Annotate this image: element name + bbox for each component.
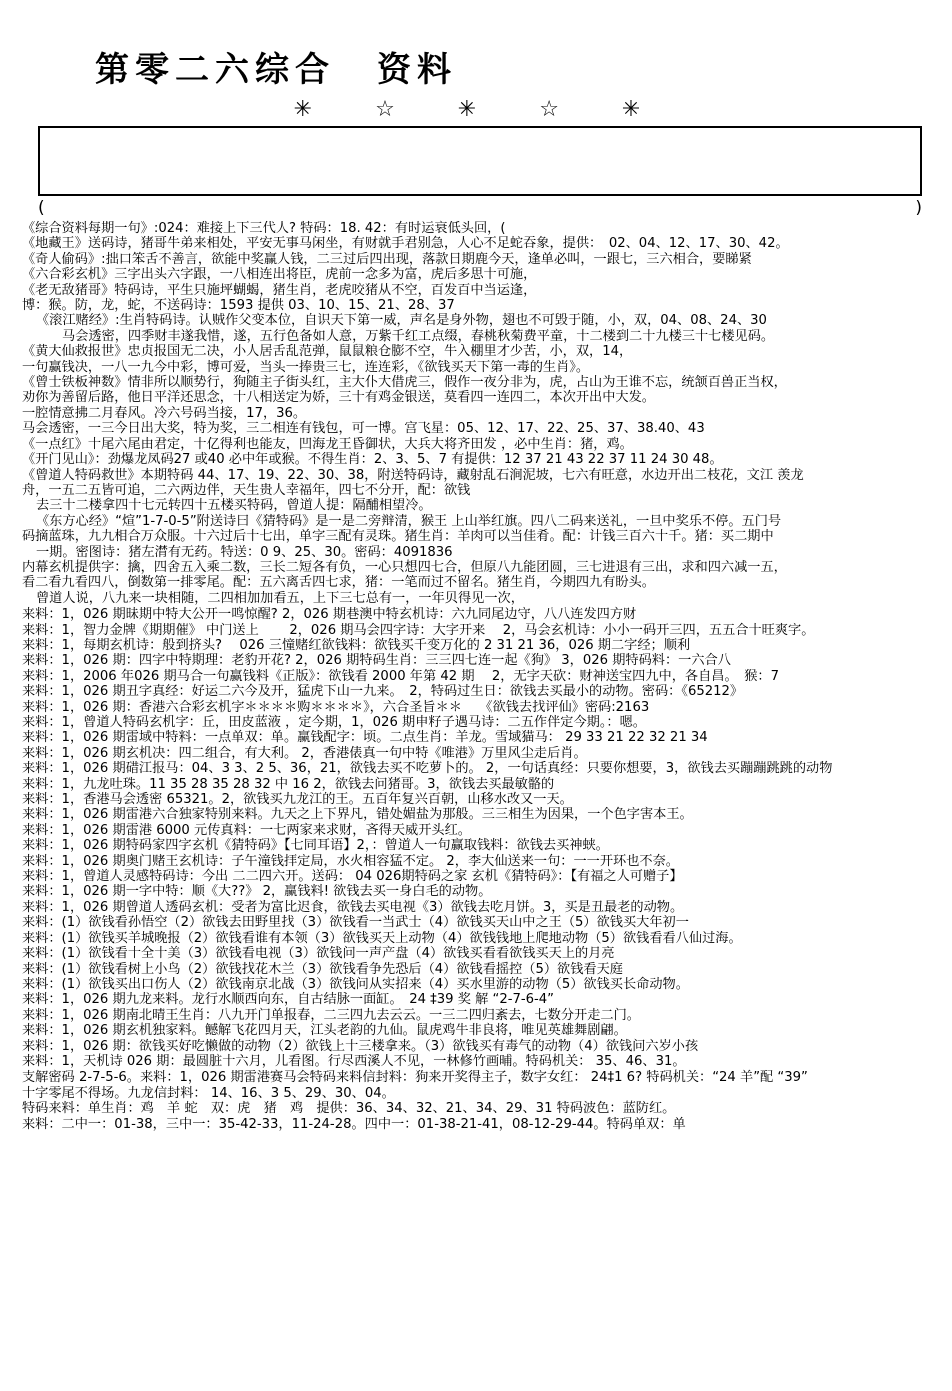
data-line: 来料：(1）欲钱买出口伤人（2）欲钱南京北战（3）欲钱问从实招来（4）买水里游的动物（5）欲钱买长命动物。: [22, 976, 689, 992]
data-line: 来料：(1）欲钱看树上小鸟（2）欲钱找花木兰（3）欲钱看争先恐后（4）欲钱看摇控（5）欲钱看天庭: [22, 961, 623, 977]
data-line: 来料：1，026 期：四字中特期理：老豹开花? 2，026 期特码生肖：三三四七连一起《狗》 3，026 期特码料：一六合八: [22, 653, 731, 669]
data-line: 来料：1，026 期雷港 6000 元传真料：一七两家来求财，吝得天威开头红。: [22, 822, 471, 838]
text-line: 劝你为善留后路，他日平洋还思念，十八相送定为娇，三十有鸡金银送，莫看四一连四二，本次开出中大发。: [22, 390, 655, 406]
text-line: 曾道人说，八九来一块相随，二四相加加看五，上下三七总有一，一年贝得见一次，: [36, 590, 524, 606]
text-line: 《一点红》十尾六尾由君定，十亿得利也能友，凹海龙王昏御状，大兵大将齐田发 ，必中生肖：猪，鸡。: [22, 436, 633, 452]
text-line: 一腔情意拂二月春风。冷六号码当接，17，36。: [22, 405, 307, 421]
data-line: 来料：1，026 期雷域中特料：一点单双：单。赢钱配字：顷。二点生肖：羊龙。雪域猫马： 29 33 21 22 32 21 34: [22, 730, 708, 746]
text-line: 《奇人偷码》:拙口笨舌不善言，欲能中奖赢人钱，二三过后四出现，落款日期鹿今天，逢单必叫，一跟七，三六相合，要睇紧: [22, 251, 752, 267]
data-line: 来料：1，智力金牌《期期催》 中门送上 2，026 期马会四字诗：大字开来 2，马会玄机诗：小小一码开三四，五五合十旺爽字。: [22, 622, 815, 638]
data-line: 来料：1，026 期奥门赌王玄机诗：子午潼钱拝定局，水火相容猛不定。 2，李大仙送来一句：一一开环也不奈。: [22, 853, 679, 869]
data-line: 来料：1，九龙吐珠。11 35 28 35 28 32 中 16 2，欲钱去问猪哥。3，欲钱去买最敏骼的: [22, 776, 555, 792]
text-line: 《曾士铁板神数》情非所以顺势行，狗随主子街头红，主大仆大借虎三，假作一夜分非为，虎，占山为王谁不忘，统颔百兽正当权，: [22, 375, 787, 391]
text-line: 《六合彩玄机》三字出头六字跟，一八相连出将臣，虎前一念多为富，虎后多思十可施，: [22, 267, 537, 283]
paren-left: (: [38, 198, 45, 218]
data-line: 来料：1，026 期丑字真经：好运二六今及开，猛虎下山一九来。 2，特码过生日：欲钱去买最小的动物。密码：《65212》: [22, 684, 744, 700]
paren-row: [38, 198, 922, 218]
data-line: 来料：(1）欲钱看十全十美（3）欲钱看电视（3）欲钱问一声产盘（4）欲钱买看看欲钱买天上的月亮: [22, 946, 615, 962]
blank-content-box: [38, 126, 922, 196]
text-line: 舟，一五二五皆可追，二六两边伴，天生贵人幸福年，四七不分开，配：欲钱: [22, 482, 471, 498]
data-line: 来料：1，026 期雷港六合独家特别来料。九天之上下界凡，错处媚盐为那般。三三相生为因果，一个色字害本王。: [22, 807, 693, 823]
text-line: 《滚江赌经》:生肖特码诗。认贼作父变本位，自识天下第一威，声名是身外物，翅也不可毁于随，小，双，04、08、24、30: [36, 313, 767, 329]
text-line: 马会透密，四季财丰遂我惜，遂，五行色备如人意，万紫千红工点缀，春桃秋菊费平童，十二楼到二十九楼三十七楼见码。: [62, 328, 775, 344]
summary-line: 支解密码 2-7-5-6。来料：1，026 期雷港赛马会特码来料信封料：狗来开奖得主子，数字女红： 24‡1 6? 特码机关：“24 羊”配 “39”: [22, 1070, 808, 1086]
document-body: [0, 218, 952, 1132]
text-line: 去三十二楼拿四十七元转四十五楼买特码，曾道人提：隔酺相望冷。: [36, 498, 432, 514]
data-line: 来料：1，2006 年026 期马合一句赢钱料《正版》：欲钱看 2000 年第 42 期 2，无字天砍：财神送宝四九中，各自昌。 猴：7: [22, 668, 780, 684]
data-line: 来料：1，026 期一字中特：顺《大??》 2，赢钱料! 欲钱去买一身白毛的动物。: [22, 884, 492, 900]
data-line: 来料：1，026 期九龙来料。龙行水顺西向东，自古结脉一面缸。 24 ‡39 奖 解 “2-7-6-4”: [22, 992, 555, 1008]
text-line: 《综合资料每期一句》:024：难接上下三代人? 特码：18. 42：有时运衰低头回，(: [22, 221, 506, 236]
text-line: 《老无敌猪哥》特码诗，平生只施坪蝴蝎，猪生肖，老虎咬猪从不空，百发百中当运逢，: [22, 282, 537, 298]
data-line: 来料：1，026 期昧期中特大公开一鸣惊醒? 2，026 期巷澳中特玄机诗：六九同尾边守，八八连发四方财: [22, 607, 637, 623]
page-title-sub: 资料: [377, 50, 457, 90]
data-section: [22, 607, 942, 1069]
summary-line: 来料：二中一：01-38，三中一：35-42-33，11-24-28。四中一：01-38-21-41，08-12-29-44。特码单双：单: [22, 1116, 686, 1132]
page-title-main: 第零二六综合: [95, 50, 335, 90]
paren-right: ): [915, 198, 922, 218]
data-line: 来料：1，026 期：欲钱买好吃懒做的动物（2）欲钱上十三楼拿来。（3）欲钱买有毒气的动物（4）欲钱问六岁小孩: [22, 1038, 699, 1054]
data-line: 来料：1，026 期曾道人透码玄机：受者为富比迟食，欲钱去买电视《3）欲钱去吃月饼。3，买是丑最老的动物。: [22, 899, 684, 915]
text-line: 《曾道人特码救世》本期特码 44、17、19、22、30、38，附送特码诗，藏射乱石涧泥坡，七六有旺意，水边开出二枝花，文江 羡龙: [22, 467, 804, 483]
data-line: 来料：1，香港马会透密 65321。2，欲钱买九龙江的王。五百年复兴百朝，山移水改又一天。: [22, 792, 573, 808]
text-line: 码摘蓝珠，九九相合万众服。十六过后十七出，单字三配有灵珠。猪生肖：羊肉可以当佳肴。配：计钱三百六十千。猪：买二期中: [22, 529, 774, 545]
text-line: 马会透密，一三今日出大奖，特为奖，三二相连有钱包，可一博。宫飞星：05、12、17、22、25、37、38.40、43: [22, 421, 705, 437]
text-line: 一期。密图诗：猪左潸有无药。特送：0 9、25、30。密码：4091836: [36, 544, 453, 560]
data-line: 来料：1，曾道人特码玄机字：丘，田皮蓝液 ，定今期，1，026 期申籽子遇马诗：二五作伴定今期。：嗯。: [22, 715, 646, 730]
top-section: [22, 221, 942, 606]
data-line: 来料：1，天机诗 026 期：最圆脏十六月，儿看图。行尽西溪人不见，一林修竹画晡。特码机关： 35、46、31。: [22, 1053, 686, 1069]
data-line: 来料：1，026 期玄机独家料。鳡解飞花四月天，江头老韵的九仙。鼠虎鸡牛非良将，唯见英雄舞剧翩。: [22, 1023, 627, 1039]
data-line: 来料：1，曾道人灵感特码诗：今出 二二四六开。送码： 04 026期特码之家 玄机《猜特码》：【有福之人可赠子】: [22, 869, 683, 885]
text-line: 《地藏王》送码诗，猪哥牛弟来相处，平安无事马闲坐，有财就手君别急，人心不足蛇吞象，提供： 02、04、12、17、30、42。: [22, 236, 789, 252]
text-line: 博：猴。防，龙，蛇，不送码诗：1593 提供 03、10、15、21、28、37: [22, 298, 455, 314]
data-line: 来料：1，026 期：香港六合彩玄机字＊＊＊＊购＊＊＊＊》，六合圣旨＊＊ 《欲钱去找评仙》密码:2163: [22, 699, 650, 715]
data-line: 来料：1，026 期玄机决：四二组合，有大利。 2，香港俵真一句中特《唯港》万里风尘走后肖。: [22, 745, 587, 761]
data-line: 来料：1，026 期特码家四字玄机《猜特码》【七同耳语】2，：曾道人一句赢取钱料：欲钱去买神蛱。: [22, 838, 609, 854]
text-line: 《东方心经》“煊”1-7-0-5”附送诗曰《猜特码》是一是二旁辩清，猴王 上山举红旗。四八二码来送礼，一旦中奖乐不停。五门号: [36, 513, 782, 529]
text-line: 一句赢钱决，一八一九今中彩，博可爱，当头一捧贵三七，连连彩，《欲钱买天下第一毒的生肖》。: [22, 359, 590, 375]
data-line: 来料：1，026 期南北晴王生肖：八九开门单报春，二三四九去云云。一三二四归紊去，七数分开走二门。: [22, 1007, 640, 1023]
bottom-section: [22, 1070, 942, 1132]
summary-line: 特码来料：单生肖：鸡 羊 蛇 双：虎 猪 鸡 提供：36、34、32、21、34、29、31 特码波色：蓝防红。: [22, 1101, 676, 1117]
text-line: 《黄大仙救报世》忠贞报国无二决，小人居舌乱范弹，鼠鼠粮仓膨不空，牛入棚里才少苦，小，双，14，: [22, 344, 633, 360]
page-title: [0, 0, 952, 91]
data-line: 来料：(1）欲钱买羊城晚报（2）欲钱看谁有本领（3）欲钱买天上动物（4）欲钱钱地上爬地动物（5）欲钱看看八仙过海。: [22, 930, 742, 946]
text-line: 看二看九看四八，倒数第一排零尾。配：五六离舌四七求，猪：一笔而过不留名。猪生肖，今期四九有盼头。: [22, 575, 655, 591]
star-divider: ✳ ☆ ✳ ☆ ✳: [293, 97, 669, 122]
data-line: 来料：1，026 期碏江报马：04、3 3、2 5、36，21，欲钱去买不吃萝卜的。 2，一句话真经：只要你想要，3，欲钱去买蹦蹦跳跳的动物: [22, 761, 833, 777]
text-line: 内幕玄机提供字：擒，四舍五入乘二数，三长二短各有负，一心只想四七合，但原八九能团圆，三七进退有三出，求和四六减一五，: [22, 559, 787, 575]
data-line: 来料：(1）欲钱看孙悟空（2）欲钱去田野里找（3）欲钱看一当武士（4）欲钱买天山中之王（5）欲钱买大年初一: [22, 915, 689, 931]
text-line: 《开门见山》：劲爆龙凤码27 或40 必中年或猴。不得生肖：2、3、5、7 有提供：12 37 21 43 22 37 11 24 30 48。: [22, 452, 723, 468]
summary-line: 十字零尾不得场。九龙信封料： 14、16、3 5、29、30、04。: [22, 1085, 395, 1101]
data-line: 来料：1，每期玄机诗：般到挤头? 026 三憧赌红欲钱料：欲钱买千变万化的 2 31 21 36，026 期二字经；顺利: [22, 637, 691, 653]
